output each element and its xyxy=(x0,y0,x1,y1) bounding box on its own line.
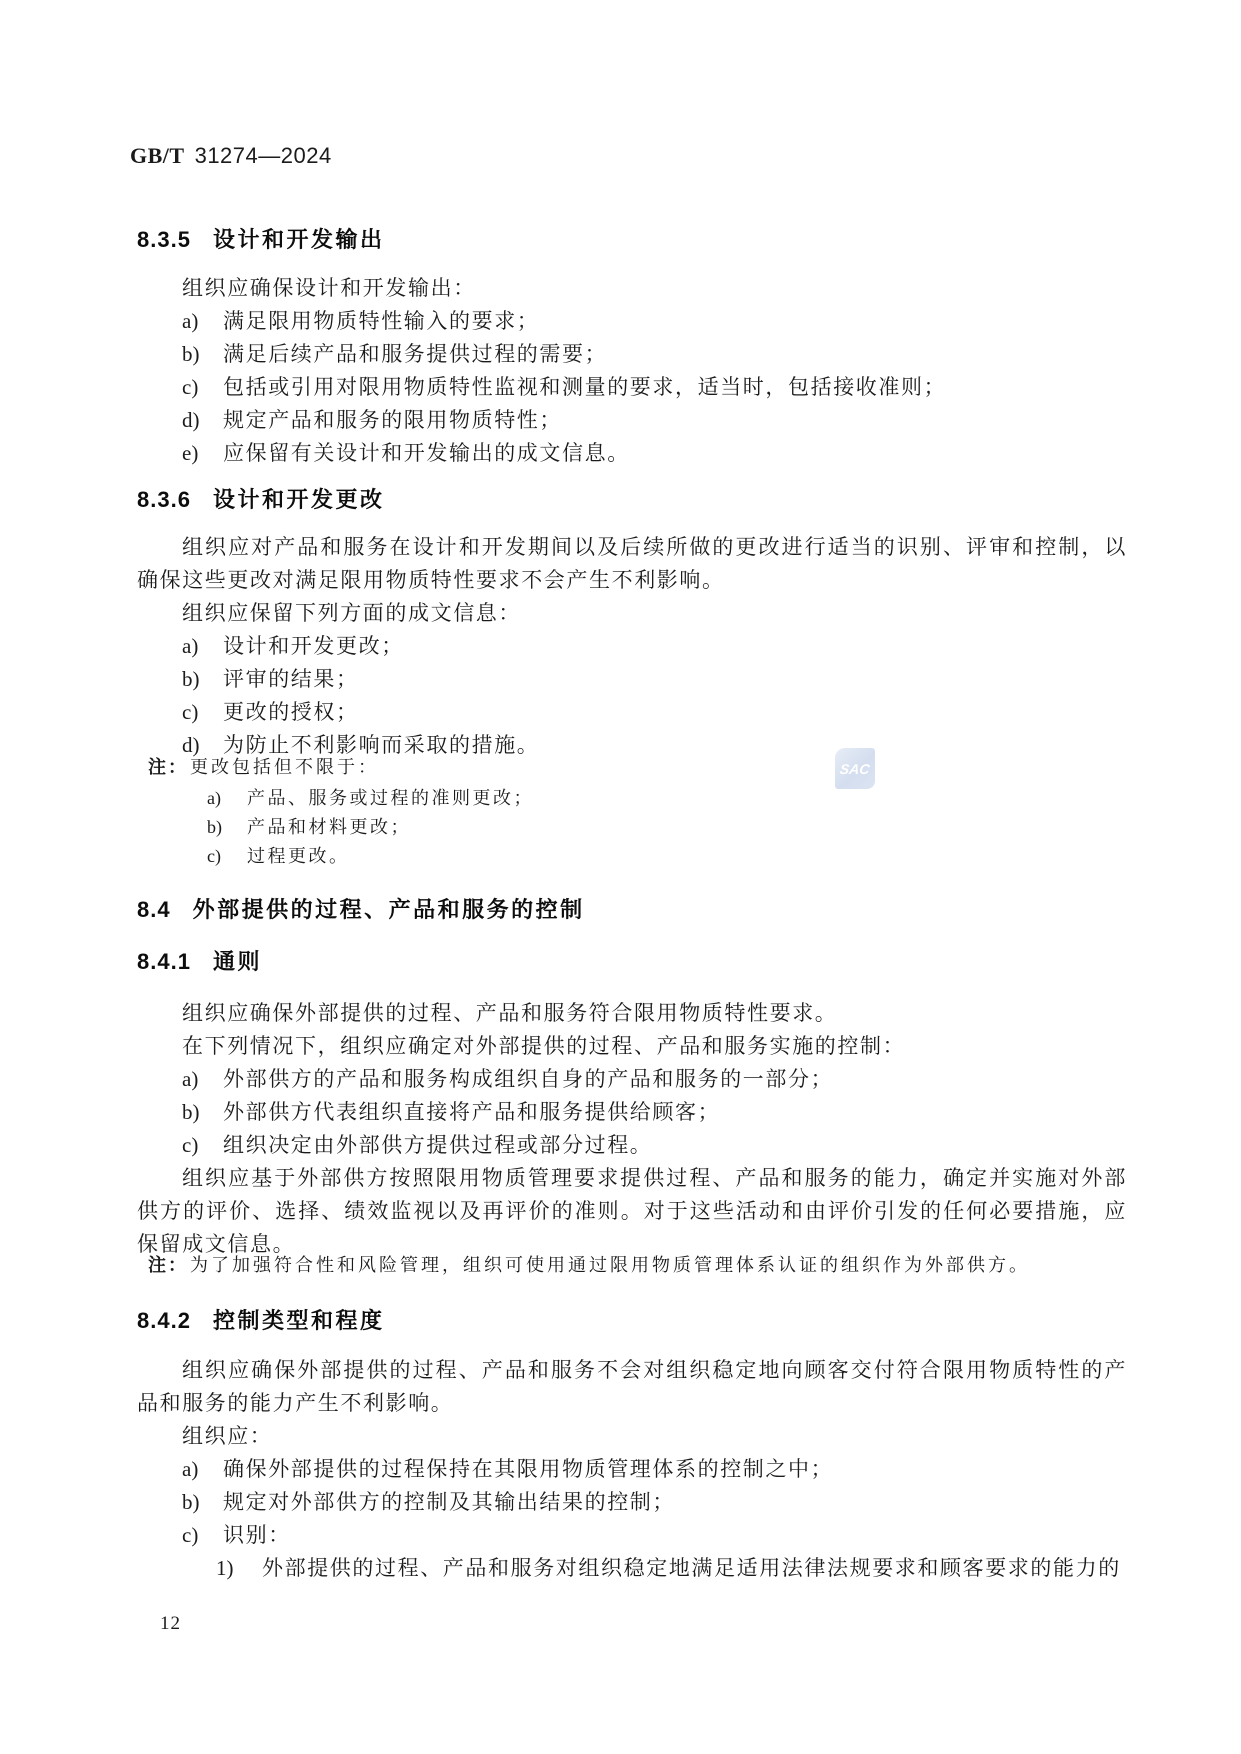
heading-8-4 xyxy=(137,896,585,924)
list-item xyxy=(182,1063,833,1096)
list-marker: a) xyxy=(182,1067,199,1091)
list-marker: b) xyxy=(182,667,200,691)
list-text: 设计和开发更改； xyxy=(223,634,404,658)
list-text: 包括或引用对限用物质特性监视和测量的要求，适当时，包括接收准则； xyxy=(223,375,947,399)
note-label: 注： xyxy=(148,1255,188,1275)
list-text: 过程更改。 xyxy=(247,846,350,866)
list-text: 规定产品和服务的限用物质特性； xyxy=(223,408,562,432)
heading-number: 8.4.1 xyxy=(137,949,191,974)
list-item xyxy=(182,1096,720,1129)
paragraph: 组织应确保设计和开发输出： xyxy=(182,276,476,300)
list-text: 外部提供的过程、产品和服务对组织稳定地满足适用法律法规要求和顾客要求的能力的 xyxy=(262,1556,1121,1580)
list-item xyxy=(182,371,946,404)
paragraph: 在下列情况下，组织应确定对外部提供的过程、产品和服务实施的控制： xyxy=(182,1034,906,1058)
list-text: 评审的结果； xyxy=(223,667,359,691)
note-label: 注： xyxy=(148,757,188,777)
heading-8-3-6 xyxy=(137,486,384,514)
list-text: 外部供方的产品和服务构成组织自身的产品和服务的一部分； xyxy=(223,1067,834,1091)
list-text: 为防止不利影响而采取的措施。 xyxy=(223,733,540,757)
doc-code-prefix: GB/T xyxy=(130,143,185,168)
list-item xyxy=(182,696,359,729)
list-item xyxy=(182,437,630,470)
list-marker: b) xyxy=(207,817,222,837)
heading-title: 通则 xyxy=(212,949,262,974)
list-marker: c) xyxy=(182,1133,199,1157)
note-list-item xyxy=(207,783,534,813)
list-marker: c) xyxy=(182,700,199,724)
sub-list-item xyxy=(216,1552,1121,1585)
list-text: 组织决定由外部供方提供过程或部分过程。 xyxy=(223,1133,653,1157)
paragraph: 组织应确保外部提供的过程、产品和服务不会对组织稳定地向顾客交付符合限用物质特性的产品和服务的能力产生不利影响。 xyxy=(137,1358,1127,1415)
list-marker: b) xyxy=(182,1490,200,1514)
list-item xyxy=(182,1486,675,1519)
list-marker: c) xyxy=(182,375,199,399)
doc-code xyxy=(130,144,332,168)
list-marker: a) xyxy=(182,309,199,333)
heading-title: 外部提供的过程、产品和服务的控制 xyxy=(192,897,585,922)
paragraph: 组织应： xyxy=(182,1424,273,1448)
heading-title: 设计和开发更改 xyxy=(212,487,385,512)
list-item xyxy=(182,663,359,696)
heading-title: 设计和开发输出 xyxy=(212,227,385,252)
list-marker: c) xyxy=(207,846,221,866)
list-marker: a) xyxy=(182,1457,199,1481)
list-text: 识别： xyxy=(223,1523,291,1547)
heading-number: 8.4 xyxy=(137,897,171,922)
list-marker: e) xyxy=(182,441,199,465)
heading-8-4-1 xyxy=(137,948,262,976)
sac-watermark-text: SAC xyxy=(839,760,871,777)
list-item xyxy=(182,1129,652,1162)
heading-8-3-5 xyxy=(137,226,384,254)
list-text: 产品和材料更改； xyxy=(247,817,411,837)
sac-watermark-logo xyxy=(835,748,875,789)
list-marker: d) xyxy=(182,733,200,757)
list-text: 应保留有关设计和开发输出的成文信息。 xyxy=(223,441,630,465)
list-marker: a) xyxy=(207,788,221,808)
note-list-item xyxy=(207,841,350,871)
note xyxy=(148,752,379,782)
heading-number: 8.3.6 xyxy=(137,487,191,512)
list-marker: b) xyxy=(182,342,200,366)
list-text: 确保外部提供的过程保持在其限用物质管理体系的控制之中； xyxy=(223,1457,834,1481)
list-item xyxy=(182,630,404,663)
paragraph: 组织应基于外部供方按照限用物质管理要求提供过程、产品和服务的能力，确定并实施对外部供方的评价、选择、绩效监视以及再评价的准则。对于这些活动和由评价引发的任何必要措施，应保留成文信息。 xyxy=(137,1166,1127,1256)
list-item xyxy=(182,338,607,371)
note-text: 更改包括但不限于： xyxy=(190,757,379,777)
list-item xyxy=(182,1519,291,1552)
heading-number: 8.3.5 xyxy=(137,227,191,252)
list-item xyxy=(182,1453,833,1486)
list-marker: c) xyxy=(182,1523,199,1547)
doc-code-number: 31274—2024 xyxy=(194,143,332,168)
list-text: 外部供方代表组织直接将产品和服务提供给顾客； xyxy=(223,1100,721,1124)
note-list-item xyxy=(207,812,411,842)
note xyxy=(148,1250,1030,1280)
list-marker: d) xyxy=(182,408,200,432)
list-marker: a) xyxy=(182,634,199,658)
heading-title: 控制类型和程度 xyxy=(212,1308,385,1333)
list-marker: b) xyxy=(182,1100,200,1124)
page-number: 12 xyxy=(160,1613,181,1634)
list-item xyxy=(182,404,562,437)
paragraph: 组织应对产品和服务在设计和开发期间以及后续所做的更改进行适当的识别、评审和控制，以确保这些更改对满足限用物质特性要求不会产生不利影响。 xyxy=(137,535,1127,592)
list-text: 规定对外部供方的控制及其输出结果的控制； xyxy=(223,1490,675,1514)
list-text: 产品、服务或过程的准则更改； xyxy=(247,788,534,808)
heading-number: 8.4.2 xyxy=(137,1308,191,1333)
list-item xyxy=(182,305,539,338)
list-text: 满足后续产品和服务提供过程的需要； xyxy=(223,342,608,366)
note-text: 为了加强符合性和风险管理，组织可使用通过限用物质管理体系认证的组织作为外部供方。 xyxy=(190,1255,1030,1275)
paragraph: 组织应保留下列方面的成文信息： xyxy=(182,601,521,625)
list-text: 更改的授权； xyxy=(223,700,359,724)
heading-8-4-2 xyxy=(137,1307,384,1335)
paragraph: 组织应确保外部提供的过程、产品和服务符合限用物质特性要求。 xyxy=(182,1001,838,1025)
list-text: 满足限用物质特性输入的要求； xyxy=(223,309,540,333)
list-marker: 1) xyxy=(216,1556,234,1580)
